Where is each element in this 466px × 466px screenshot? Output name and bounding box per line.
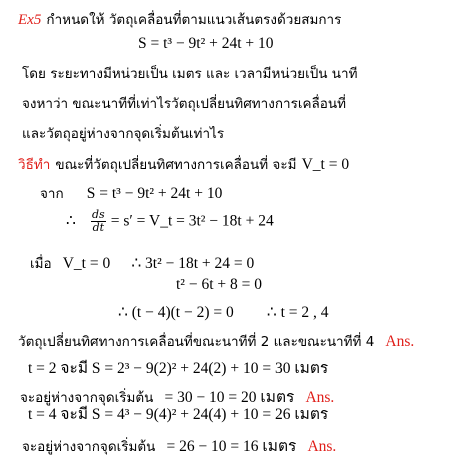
case-t2-calculation: t = 2 จะมี S = 2³ − 9(2)² + 24(2) + 10 = 30 เมตร — [28, 360, 329, 377]
when-label: เมื่อ — [30, 256, 52, 272]
solution-intro — [18, 154, 349, 175]
derivative-equation: = s′ = V_t = 3t² − 18t + 24 — [110, 212, 274, 230]
derivative-line — [66, 209, 274, 233]
example-label: Ex5 — [18, 12, 42, 28]
conclusion-text: วัตถุเปลี่ยนทิศทางการเคลื่อนที่ขณะนาทีที่ 2 และขณะนาทีที่ 4 — [18, 334, 375, 350]
derivative-denominator: dt — [92, 220, 105, 234]
conclusion-answer-label: Ans. — [385, 333, 415, 350]
from-equation: S = t³ − 9t² + 24t + 10 — [86, 185, 223, 202]
case-t2-distance-line — [20, 387, 334, 408]
conclusion-line — [18, 331, 414, 352]
main-equation: S = t³ − 9t² + 24t + 10 — [138, 35, 274, 52]
case-t4-distance-calc: = 26 − 10 = 16 เมตร — [166, 438, 297, 455]
case-t2-distance-calc: = 30 − 10 = 20 เมตร — [164, 389, 295, 406]
problem-heading — [18, 9, 341, 29]
case-t4-distance-label: จะอยู่ห่างจากจุดเริ่มต้น — [22, 439, 156, 455]
problem-line-2: จงหาว่า ขณะนาทีที่เท่าไรวัตถุเปลี่ยนทิศทางการเคลื่อนที่ — [22, 96, 346, 112]
when-equation: V_t = 0 — [62, 255, 111, 272]
derivative-fraction — [91, 209, 106, 233]
solution-intro-text: ขณะที่วัตถุเปลี่ยนทิศทางการเคลื่อนที่ จะมี — [55, 157, 297, 173]
case-t4-distance-line — [22, 436, 336, 457]
step-3-line — [118, 302, 329, 323]
case-t4-calculation: t = 4 จะมี S = 4³ − 9(4)² + 24(4) + 10 = 26 เมตร — [28, 406, 329, 423]
step-1-equation: ∴ 3t² − 18t + 24 = 0 — [131, 255, 255, 272]
step-3-equation: ∴ (t − 4)(t − 2) = 0 — [118, 304, 234, 321]
problem-line-1: โดย ระยะทางมีหน่วยเป็น เมตร และ เวลามีหน่วยเป็น นาที — [22, 66, 358, 82]
therefore-symbol: ∴ — [66, 212, 76, 230]
problem-line-3: และวัตถุอยู่ห่างจากจุดเริ่มต้นเท่าไร — [22, 126, 225, 142]
problem-title-text: กำหนดให้ วัตถุเคลื่อนที่ตามแนวเส้นตรงด้วยสมการ — [46, 12, 342, 28]
from-label: จาก — [40, 186, 64, 202]
solution-label: วิธีทำ — [18, 157, 51, 173]
step-2-equation: t² − 6t + 8 = 0 — [176, 276, 262, 293]
roots-result: ∴ t = 2 , 4 — [266, 304, 329, 321]
when-line — [30, 253, 254, 274]
case-t2-answer-label: Ans. — [305, 389, 335, 406]
derivative-numerator: ds — [91, 208, 105, 221]
from-line — [40, 183, 222, 204]
solution-intro-math: V_t = 0 — [301, 156, 350, 173]
case-t2-distance-label: จะอยู่ห่างจากจุดเริ่มต้น — [20, 390, 154, 406]
case-t4-answer-label: Ans. — [307, 438, 337, 455]
